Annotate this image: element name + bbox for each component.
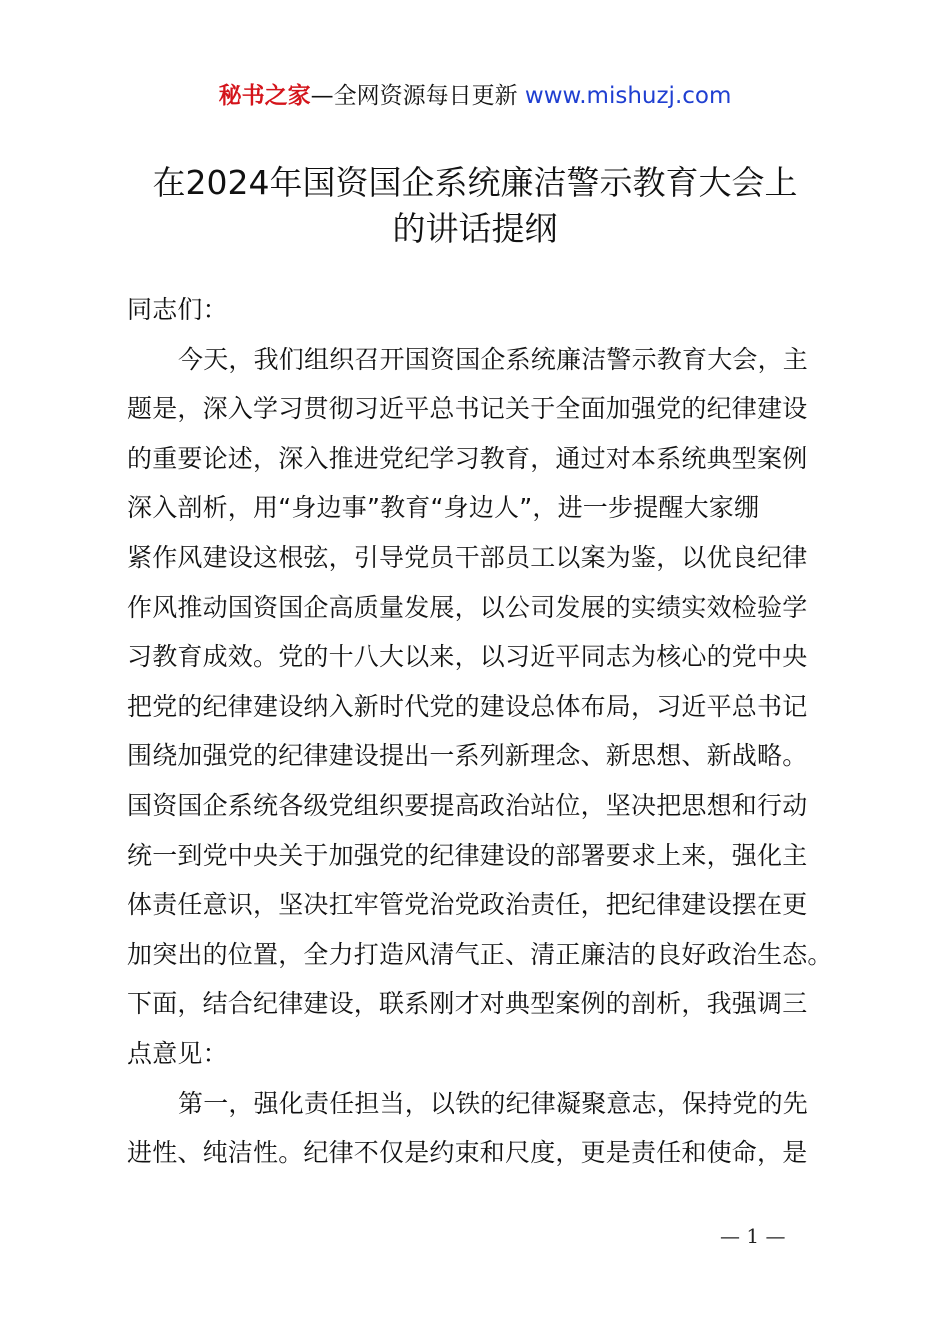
body-line: 今天，我们组织召开国资国企系统廉洁警示教育大会，主	[178, 344, 809, 374]
brand-name: 秘书之家	[218, 83, 311, 109]
body-line: 作风推动国资国企高质量发展，以公司发展的实绩实效检验学	[127, 592, 808, 622]
body-line: 题是，深入学习贯彻习近平总书记关于全面加强党的纪律建设	[127, 394, 808, 424]
title-line-2: 的讲话提纲	[392, 209, 558, 248]
body-line: 第一，强化责任担当，以铁的纪律凝聚意志，保持党的先	[178, 1088, 809, 1118]
body-line: 下面，结合纪律建设，联系刚才对典型案例的剖析，我强调三	[127, 989, 808, 1019]
body-line: 点意见：	[127, 1038, 228, 1068]
body-line: 统一到党中央关于加强党的纪律建设的部署要求上来，强化主	[127, 840, 808, 870]
header-tagline: —全网资源每日更新	[310, 83, 518, 109]
salutation: 同志们：	[127, 295, 228, 324]
body-line: 紧作风建设这根弦，引导党员干部员工以案为鉴，以优良纪律	[127, 542, 808, 572]
page-number: — 1 —	[720, 1224, 786, 1248]
site-url-link[interactable]: www.mishuzj.com	[524, 83, 732, 109]
body-line: 加突出的位置，全力打造风清气正、清正廉洁的良好政治生态。	[127, 939, 833, 969]
site-header	[0, 80, 950, 112]
body-line: 围绕加强党的纪律建设提出一系列新理念、新思想、新战略。	[127, 741, 808, 771]
body-line: 习教育成效。党的十八大以来，以习近平同志为核心的党中央	[127, 642, 808, 672]
body-line: 把党的纪律建设纳入新时代党的建设总体布局，习近平总书记	[127, 691, 808, 721]
body-line: 深入剖析，用“身边事”教育“身边人”，进一步提醒大家绷	[127, 493, 760, 523]
body-line: 国资国企系统各级党组织要提高政治站位，坚决把思想和行动	[127, 790, 808, 820]
body-line: 进性、纯洁性。纪律不仅是约束和尺度，更是责任和使命，是	[127, 1138, 808, 1168]
title-line-1: 在2024年国资国企系统廉洁警示教育大会上	[152, 163, 798, 202]
body-line: 的重要论述，深入推进党纪学习教育，通过对本系统典型案例	[127, 443, 808, 473]
document-title	[100, 160, 850, 252]
body-line: 体责任意识，坚决扛牢管党治党政治责任，把纪律建设摆在更	[127, 890, 808, 920]
document-body	[127, 285, 837, 1178]
